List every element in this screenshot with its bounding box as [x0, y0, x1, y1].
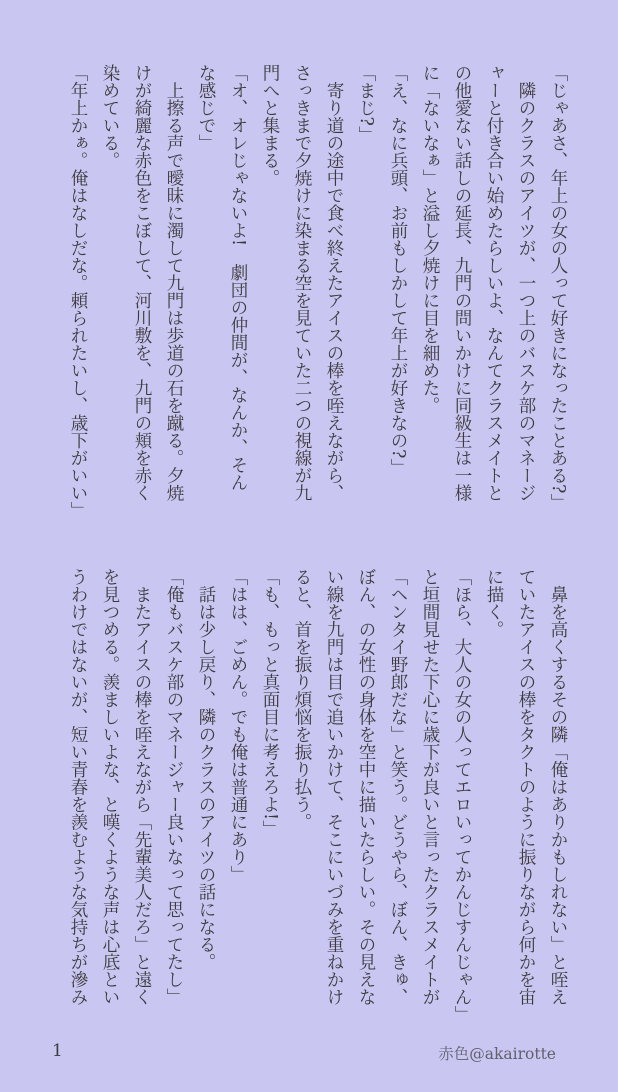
- text-line: い線を九門は目で追いかけて、そこにいづみを重ねかけ: [324, 568, 344, 1006]
- text-line: 「オ、オレじゃないよ! 劇団の仲間が、なんか、そん: [228, 64, 248, 492]
- text-line: 鼻を高くするその隣「俺はありかもしれない」と咥え: [548, 568, 568, 1006]
- author-credit: 赤色@akairotte: [438, 1045, 556, 1063]
- text-line: ャーと付き合い始めたらしいよ、なんてクラスメイトと: [484, 64, 504, 502]
- text-line: さっきまで夕焼けに染まる空を見ていた二つの視線が九: [292, 64, 312, 502]
- text-line: ぼん、の女性の身体を空中に描いたらしい。その見えな: [356, 568, 376, 1006]
- text-line: に描く。: [484, 568, 504, 638]
- page-number: 1: [52, 1041, 63, 1061]
- text-line: けが綺麗な赤色をこぼして、河川敷を、九門の頬を赤く: [132, 64, 152, 502]
- text-line: と垣間見せた下心に歳下が良いと言ったクラスメイトが: [420, 568, 440, 1006]
- text-line: の他愛ない話しの延長、九門の問いかけに同級生は一様: [452, 64, 472, 502]
- text-line: な感じで」: [196, 64, 216, 152]
- text-line: 「俺もバスケ部のマネージャー良いなって思ってたし」: [164, 568, 184, 1006]
- text-block-bottom: [62, 568, 574, 1043]
- text-line: うわけではないが、短い青春を羨むような気持ちが滲み: [68, 568, 88, 1006]
- text-block-top: [62, 64, 574, 539]
- text-line: 「ヘンタイ野郎だな」と笑う。どうやら、ぼん、きゅ、: [388, 568, 408, 1006]
- text-line: 「はは、ごめん。でも俺は普通にあり」: [228, 568, 248, 883]
- text-line: 「年上かぁ。俺はなしだな。頼られたいし、歳下がいい」: [68, 64, 88, 519]
- text-line: 「も、もっと真面目に考えろよ!」: [260, 568, 280, 838]
- text-line: 話は少し戻り、隣のクラスのアイツの話になる。: [196, 568, 216, 971]
- text-line: に「ないなぁ」と溢し夕焼けに目を細めた。: [420, 64, 440, 414]
- text-line: 門へと集まる。: [260, 64, 280, 187]
- text-line: を見つめる。羨ましいよな、と嘆くような声は心底とい: [100, 568, 120, 1006]
- text-line: またアイスの棒を咥えながら「先輩美人だろ」と遠く: [132, 568, 152, 1006]
- text-line: 隣のクラスのアイツが、一つ上のバスケ部のマネージ: [516, 64, 536, 502]
- text-line: 「じゃあさ、年上の女の人って好きになったことある?」: [548, 64, 568, 511]
- text-line: ると、首を振り煩悩を振り払う。: [292, 568, 312, 831]
- text-line: 寄り道の途中で食べ終えたアイスの棒を咥えながら、: [324, 64, 344, 502]
- text-line: 上擦る声で曖昧に濁して九門は歩道の石を蹴る。夕焼: [164, 64, 184, 502]
- text-line: 「まじ?」: [356, 64, 376, 144]
- text-line: 「ほら、大人の女の人ってエロいってかんじすんじゃん」: [452, 568, 472, 1023]
- text-line: ていたアイスの棒をタクトのように振りながら何かを宙: [516, 568, 536, 1006]
- text-line: 「え、なに兵頭、お前もしかして年上が好きなの?」: [388, 64, 408, 476]
- text-line: 染めている。: [100, 64, 120, 169]
